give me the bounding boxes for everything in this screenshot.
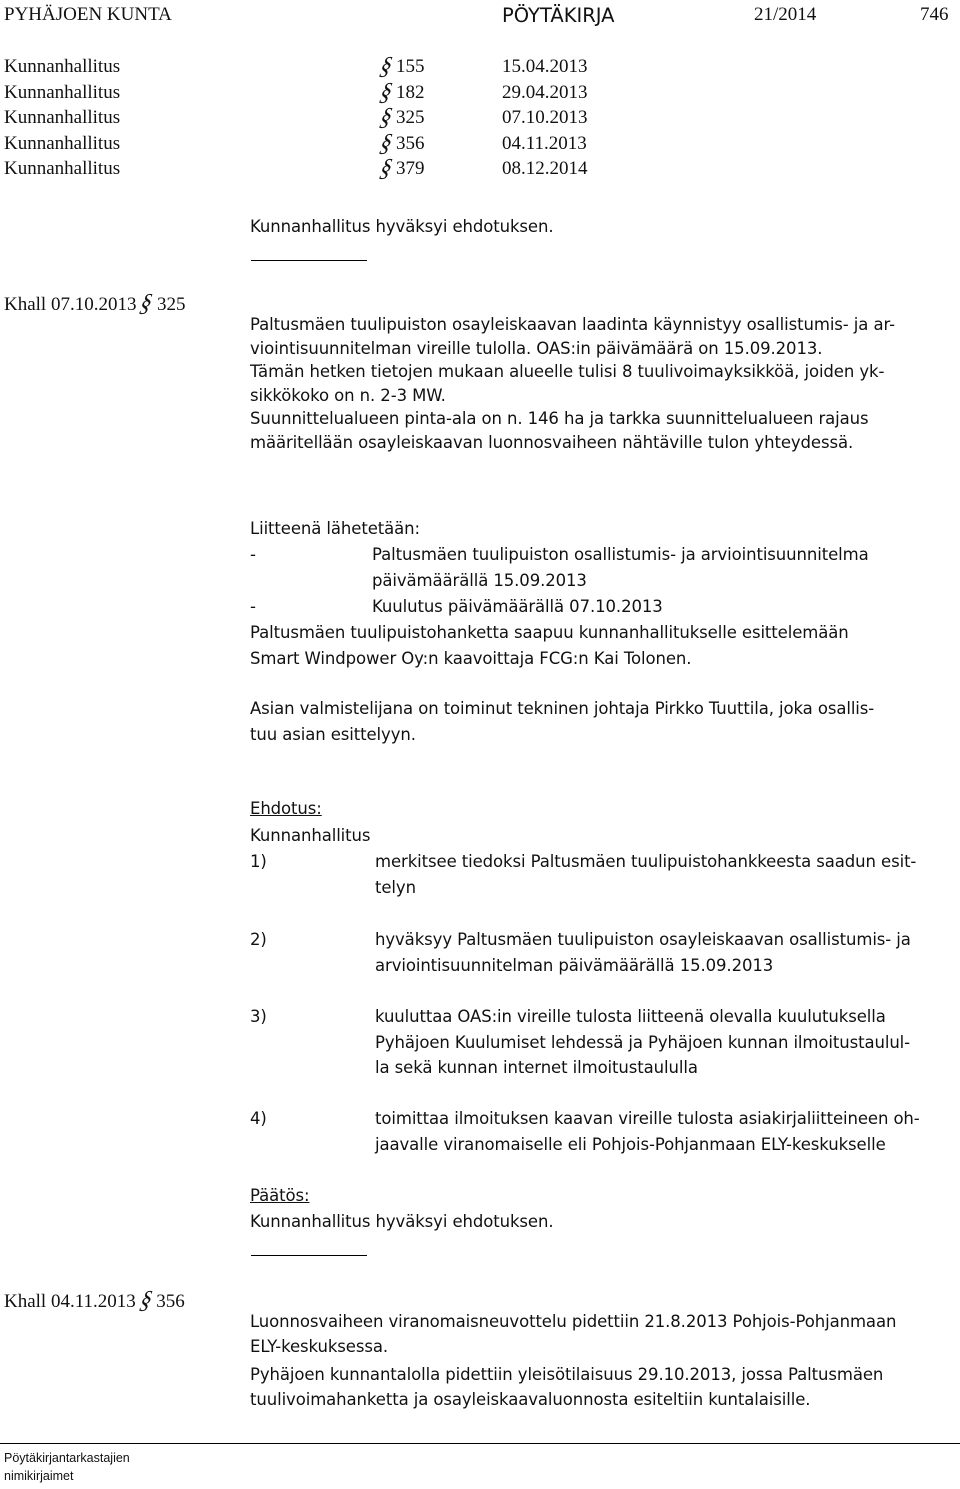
document-number: 21/2014 <box>754 4 817 25</box>
paragraph-line: määritellään osayleiskaavan luonnosvaiheen nähtäville tulon yhteydessä. <box>250 432 854 452</box>
section-sign-icon: § <box>375 51 398 80</box>
attachment-dash: - <box>250 545 256 564</box>
item-line: kuuluttaa OAS:in vireille tulosta liitteenä olevalla kuulutuksella <box>375 1007 886 1026</box>
paragraph-line: Luonnosvaiheen viranomaisneuvottelu pidettiin 21.8.2013 Pohjois-Pohjanmaan <box>250 1312 897 1331</box>
section-sign-icon: § <box>375 153 398 182</box>
reference-prefix: Khall 04.11.2013 <box>4 1291 136 1312</box>
item-number: 2) <box>250 930 267 949</box>
item-line: arviointisuunnitelman päivämäärällä 15.09.2013 <box>375 955 774 975</box>
item-number: 4) <box>250 1109 267 1128</box>
item-line: merkitsee tiedoksi Paltusmäen tuulipuistohankkeesta saadun esit- <box>375 852 917 871</box>
section-sign-icon: § <box>135 1285 157 1314</box>
attachment-line: Kuulutus päivämäärällä 07.10.2013 <box>372 597 663 616</box>
history-date: 08.12.2014 <box>502 158 588 179</box>
history-section-number: 182 <box>396 81 425 103</box>
footer-label-line1: Pöytäkirjantarkastajien <box>4 1451 130 1465</box>
reference-prefix: Khall 07.10.2013 <box>4 294 137 315</box>
page-number: 746 <box>920 4 949 25</box>
decision-label: Päätös: <box>250 1186 310 1205</box>
history-section-number: 325 <box>396 107 425 128</box>
separator-line <box>251 1255 367 1256</box>
item-line: telyn <box>375 877 416 897</box>
attachment-line: päivämäärällä 15.09.2013 <box>372 571 587 590</box>
item-line: Pyhäjoen Kuulumiset lehdessä ja Pyhäjoen kunnan ilmoitustaulul- <box>375 1032 911 1052</box>
item-line: hyväksyy Paltusmäen tuulipuiston osayleiskaavan osallistumis- ja <box>375 930 911 949</box>
paragraph-line: Asian valmistelijana on toiminut tekninen johtaja Pirkko Tuuttila, joka osallis- <box>250 699 875 718</box>
attachment-dash: - <box>250 597 256 616</box>
separator-line <box>251 260 367 261</box>
item-line: la sekä kunnan internet ilmoitustaululla <box>375 1058 698 1077</box>
paragraph-line: sikkökoko on n. 2-3 MW. <box>250 385 446 405</box>
section-sign-icon: § <box>136 288 158 317</box>
history-body: Kunnanhallitus <box>4 81 121 103</box>
document-type: PÖYTÄKIRJA <box>502 4 615 27</box>
item-number: 3) <box>250 1007 267 1026</box>
history-section-number: 379 <box>396 158 425 179</box>
reference-number: 356 <box>156 1291 185 1312</box>
history-section-number: 356 <box>396 132 425 154</box>
section-sign-icon: § <box>375 102 398 131</box>
paragraph-line: Paltusmäen tuulipuiston osayleiskaavan laadinta käynnistyy osallistumis- ja ar- <box>250 315 895 334</box>
paragraph-line: Tämän hetken tietojen mukaan alueelle tulisi 8 tuulivoimayksikköä, joiden yk- <box>250 362 885 381</box>
history-date: 04.11.2013 <box>502 132 587 154</box>
paragraph-line: tuulivoimahanketta ja osayleiskaavaluonnosta esiteltiin kuntalaisille. <box>250 1390 811 1409</box>
decision-body: Kunnanhallitus hyväksyi ehdotuksen. <box>250 1212 554 1231</box>
section-sign-icon: § <box>375 127 398 157</box>
paragraph-line: Paltusmäen tuulipuistohanketta saapuu kunnanhallitukselle esittelemään <box>250 623 849 642</box>
khall-325-reference <box>4 290 185 316</box>
item-line: jaavalle viranomaiselle eli Pohjois-Pohjanmaan ELY-keskukselle <box>375 1134 886 1154</box>
attachment-line: Paltusmäen tuulipuiston osallistumis- ja arviointisuunnitelma <box>372 545 869 564</box>
paragraph-line: tuu asian esittelyyn. <box>250 724 416 744</box>
history-body: Kunnanhallitus <box>4 158 121 179</box>
history-date: 29.04.2013 <box>502 81 588 103</box>
history-body: Kunnanhallitus <box>4 56 121 77</box>
reference-number: 325 <box>156 294 186 315</box>
org-name: PYHÄJOEN KUNTA <box>4 4 172 25</box>
history-body: Kunnanhallitus <box>4 132 121 154</box>
paragraph-line: Pyhäjoen kunnantalolla pidettiin yleisötilaisuus 29.10.2013, jossa Paltusmäen <box>250 1365 884 1384</box>
history-date: 15.04.2013 <box>502 56 588 77</box>
footer-label-line2: nimikirjaimet <box>4 1469 74 1483</box>
footer-line <box>0 1443 960 1444</box>
attachments-heading: Liitteenä lähetetään: <box>250 519 420 538</box>
history-date: 07.10.2013 <box>502 107 588 128</box>
section-sign-icon: § <box>375 76 398 106</box>
history-body: Kunnanhallitus <box>4 107 121 128</box>
proposal-body: Kunnanhallitus <box>250 826 371 845</box>
item-number: 1) <box>250 852 267 871</box>
approval-text: Kunnanhallitus hyväksyi ehdotuksen. <box>250 217 554 236</box>
khall-356-reference <box>4 1287 185 1313</box>
item-line: toimittaa ilmoituksen kaavan vireille tulosta asiakirjaliitteineen oh- <box>375 1109 920 1128</box>
paragraph-line: ELY-keskuksessa. <box>250 1337 388 1356</box>
history-section-number: 155 <box>396 56 425 77</box>
paragraph-line: viointisuunnitelman vireille tulolla. OAS:in päivämäärä on 15.09.2013. <box>250 338 823 358</box>
proposal-label: Ehdotus: <box>250 799 322 818</box>
paragraph-line: Smart Windpower Oy:n kaavoittaja FCG:n Kai Tolonen. <box>250 648 692 668</box>
paragraph-line: Suunnittelualueen pinta-ala on n. 146 ha ja tarkka suunnittelualueen rajaus <box>250 409 869 428</box>
